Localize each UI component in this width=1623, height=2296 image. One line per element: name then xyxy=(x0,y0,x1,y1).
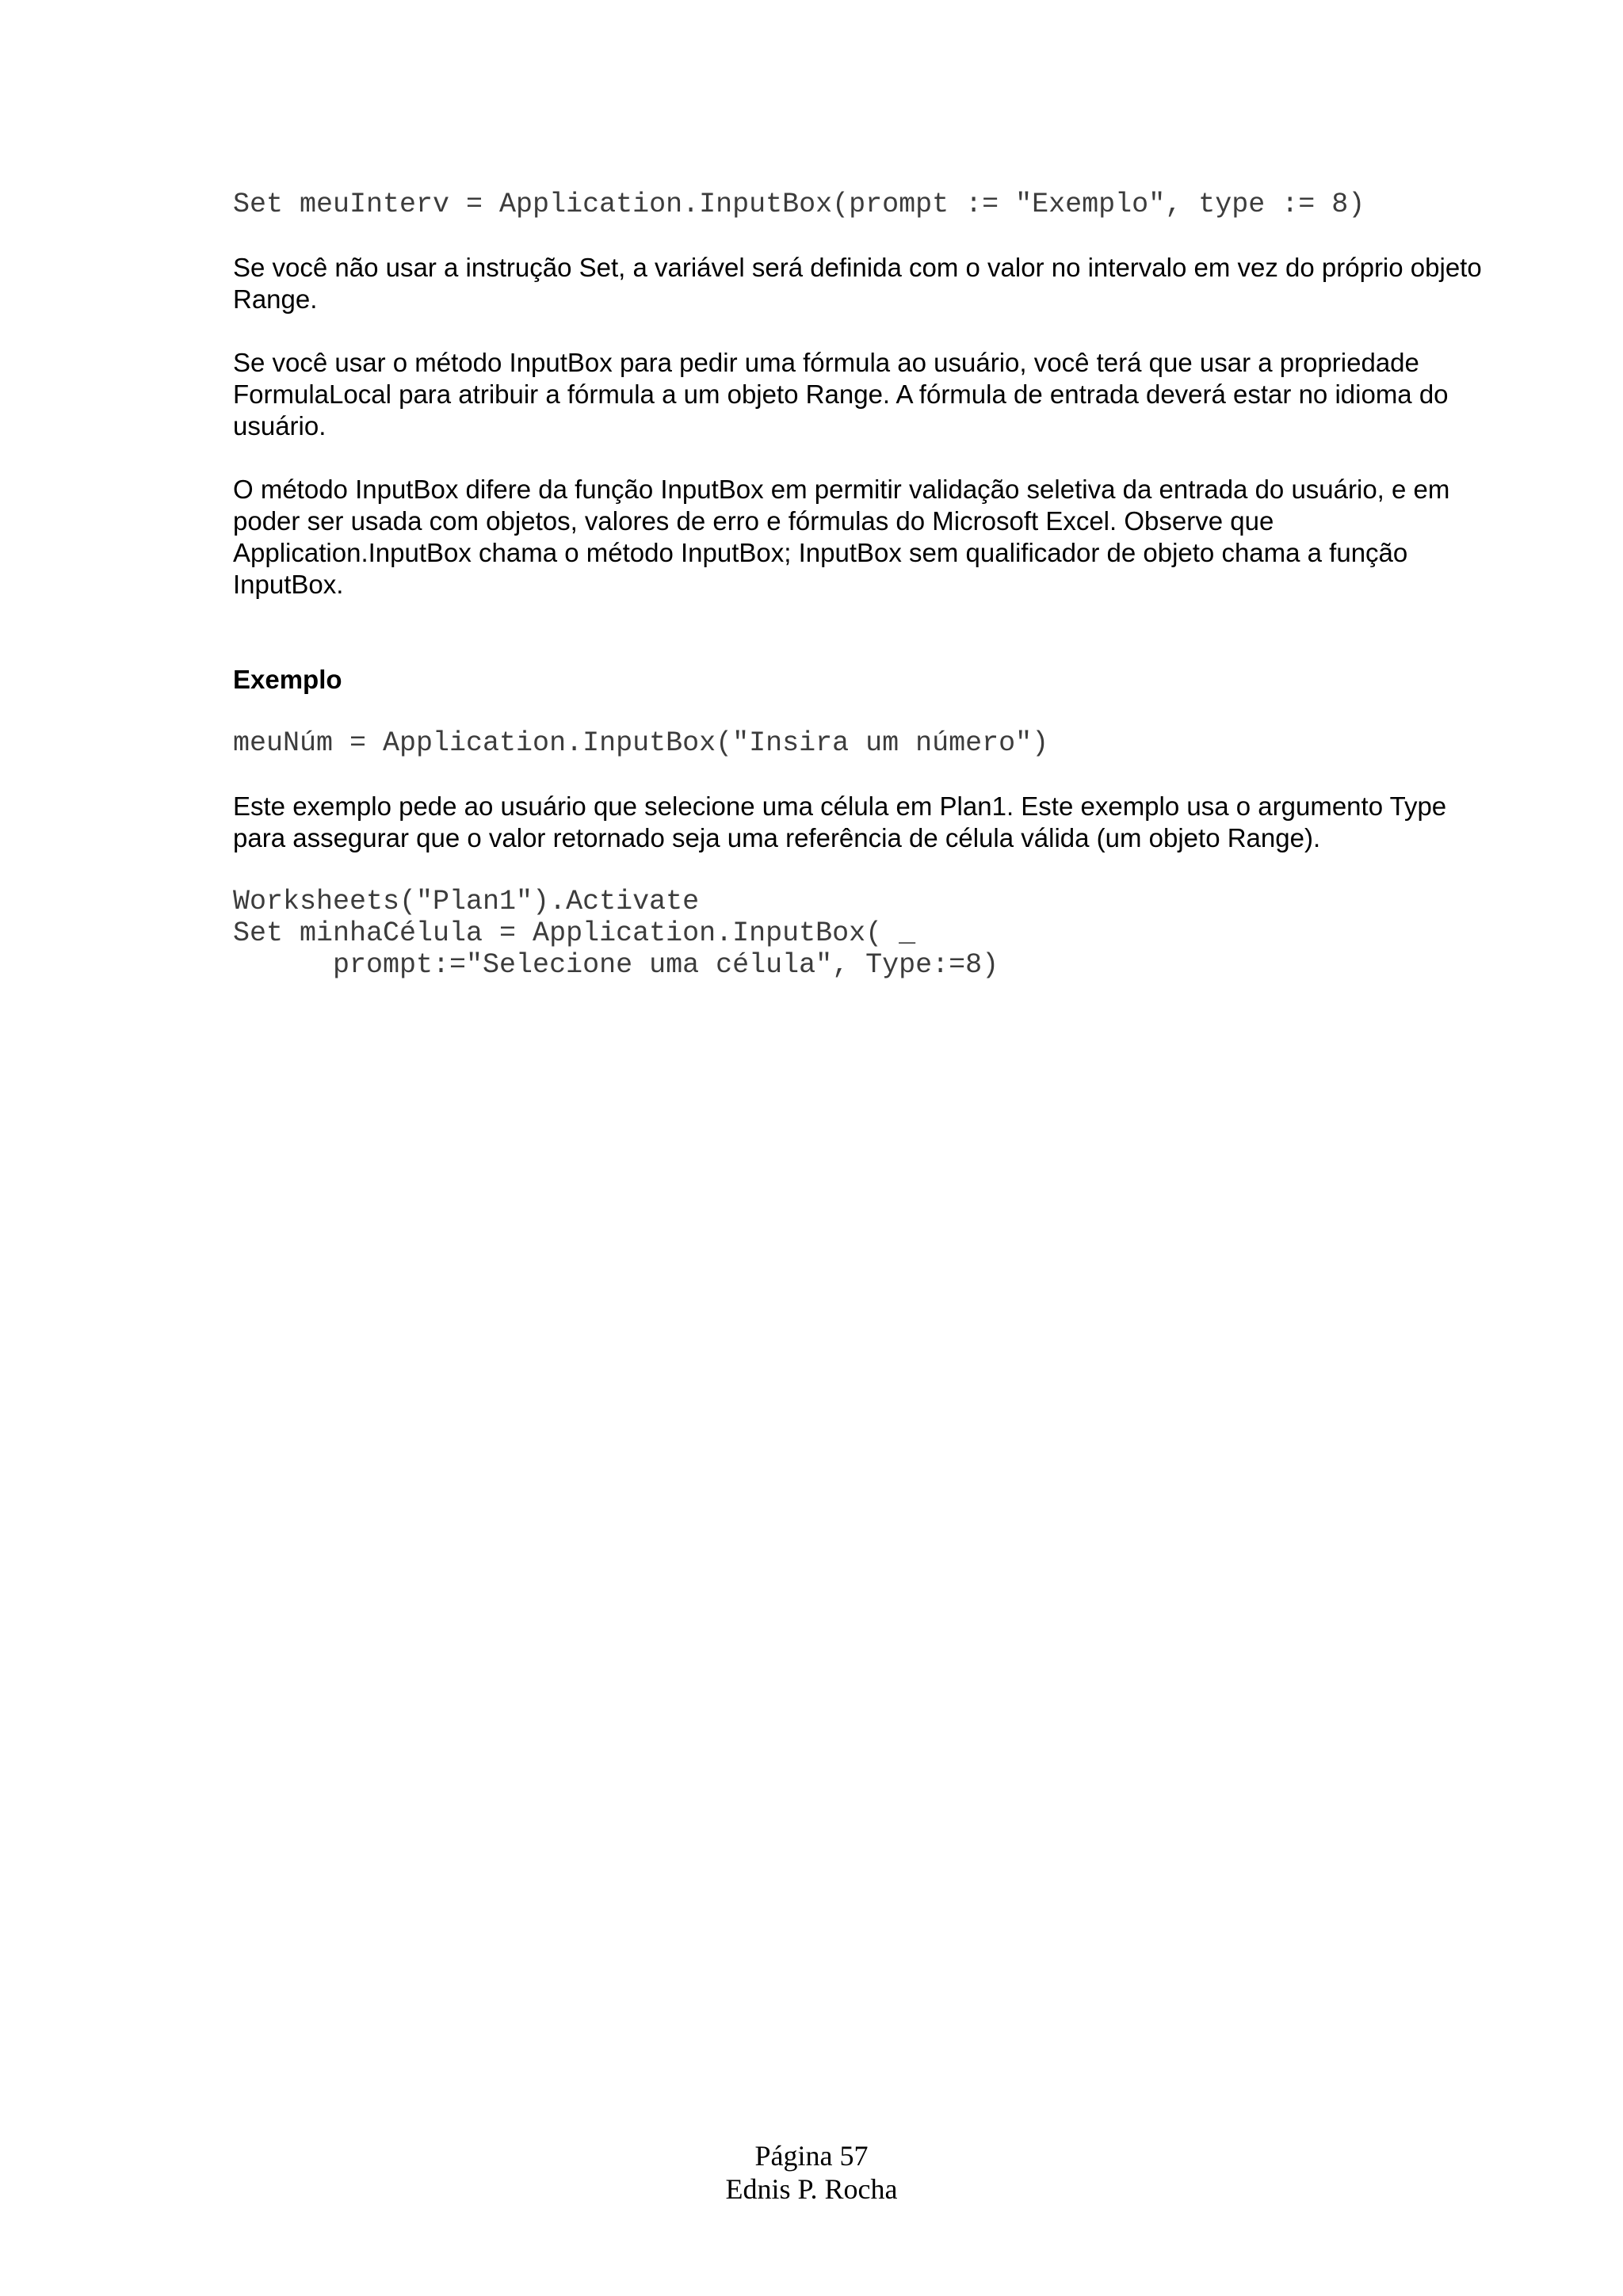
code-line: Set minhaCélula = Application.InputBox( _ xyxy=(233,917,916,949)
code-block-example xyxy=(233,886,1485,981)
page-footer xyxy=(0,2139,1623,2206)
paragraph-inputbox-difference: O método InputBox difere da função InputBox em permitir validação seletiva da entrada do usuário, e em poder ser usada com objetos, valores de erro e fórmulas do Microsoft Excel. Observe que Application.InputBox chama o método InputBox; InputBox sem qualificador de objeto chama a função InputBox. xyxy=(233,475,1450,599)
code-line-meunum: meuNúm = Application.InputBox("Insira um número") xyxy=(233,727,1049,759)
author-name: Ednis P. Rocha xyxy=(725,2173,898,2205)
paragraph-set-instruction: Se você não usar a instrução Set, a variável será definida com o valor no intervalo em vez do próprio objeto Range. xyxy=(233,253,1482,314)
document-body xyxy=(233,189,1485,981)
example-heading: Exemplo xyxy=(233,665,342,694)
code-line: Worksheets("Plan1").Activate xyxy=(233,886,700,917)
code-line: prompt:="Selecione uma célula", Type:=8) xyxy=(233,949,999,981)
code-line-set-meuinterv: Set meuInterv = Application.InputBox(prompt := "Exemplo", type := 8) xyxy=(233,189,1365,220)
page-number: Página 57 xyxy=(754,2140,869,2172)
paragraph-example-description: Este exemplo pede ao usuário que selecione uma célula em Plan1. Este exemplo usa o argumento Type para assegurar que o valor retornado seja uma referência de célula válida (um objeto Range). xyxy=(233,791,1447,852)
paragraph-formula-local: Se você usar o método InputBox para pedir uma fórmula ao usuário, você terá que usar a propriedade FormulaLocal para atribuir a fórmula a um objeto Range. A fórmula de entrada deverá estar no idioma do usuário. xyxy=(233,348,1449,441)
